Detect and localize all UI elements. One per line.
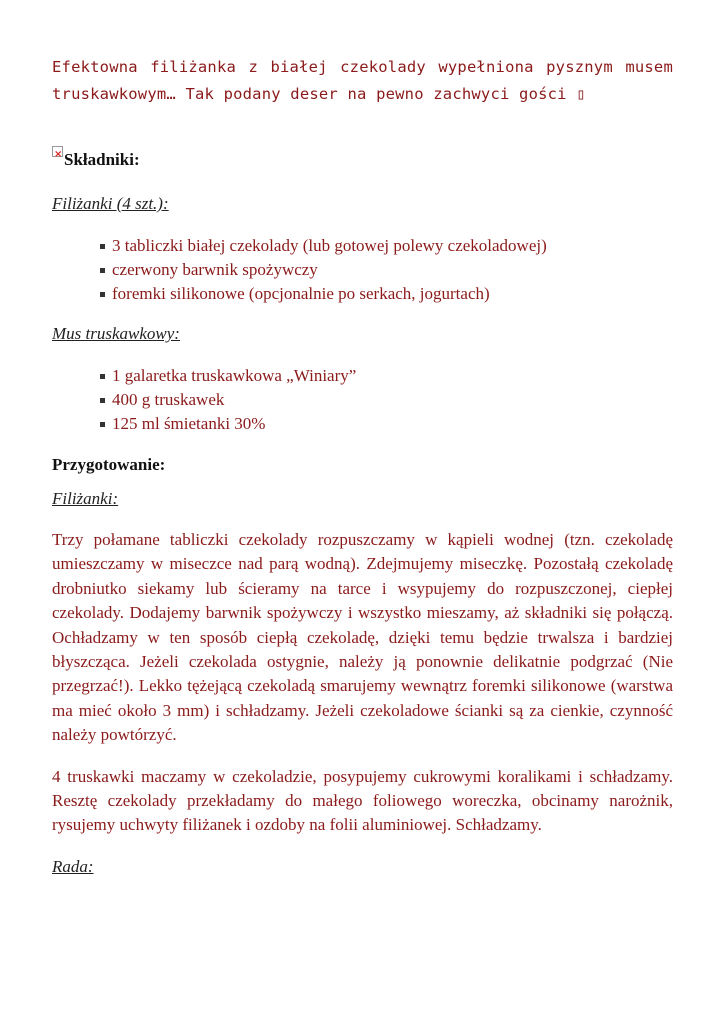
cups-ingredient-list: [52, 234, 673, 306]
broken-image-icon: [52, 146, 63, 157]
intro-text: Efektowna filiżanka z białej czekolady wypełniona pysznym musem truskawkowym… Tak podany deser na pewno zachwyci gości ▯: [52, 58, 673, 103]
article-body: [52, 54, 673, 879]
mousse-subheading: Mus truskawkowy:: [52, 324, 180, 343]
ingredients-heading: [52, 148, 673, 172]
ingredients-heading-label: Składniki:: [64, 150, 140, 169]
list-item: 1 galaretka truskawkowa „Winiary”: [100, 364, 673, 388]
prep-paragraph-2: 4 truskawki maczamy w czekoladzie, posypujemy cukrowymi koralikami i schładzamy. Resztę czekolady przekładamy do małego foliowego woreczka, obcinamy narożnik, rysujemy uchwyty filiżanek i ozdoby na folii aluminiowej. Schładzamy.: [52, 766, 673, 835]
cups-subheading: Filiżanki (4 szt.):: [52, 194, 169, 213]
list-item: 400 g truskawek: [100, 388, 673, 412]
list-item: czerwony barwnik spożywczy: [100, 258, 673, 282]
prep-paragraph-1: Trzy połamane tabliczki czekolady rozpuszczamy w kąpieli wodnej (tzn. czekoladę umieszczamy w miseczce nad parą wodną). Zdejmujemy miseczkę. Pozostałą czekoladę drobniutko siekamy lub ścieramy na tarce i wsypujemy do rozpuszczonej, ciepłej czekolady. Dodajemy barwnik spożywczy i wszystko mieszamy, aż składniki się połączą. Ochładzamy w ten sposób ciepłą czekoladę, dzięki temu będzie trwalsza i bardziej błyszcząca. Jeżeli czekolada ostygnie, należy ją ponownie delikatnie podgrzać (Nie przegrzać!). Lekko tężejącą czekoladą smarujemy wewnątrz foremki silikonowe (warstwa ma mieć około 3 mm) i schładzamy. Jeżeli czekoladowe ścianki są za cienkie, czynność należy powtórzyć.: [52, 530, 673, 745]
list-item: 125 ml śmietanki 30%: [100, 412, 673, 436]
tip-subheading: Rada:: [52, 856, 94, 876]
prep-cups-subheading: Filiżanki:: [52, 489, 119, 508]
list-item: foremki silikonowe (opcjonalnie po serkach, jogurtach): [100, 282, 673, 306]
list-item: 3 tabliczki białej czekolady (lub gotowej polewy czekoladowej): [100, 234, 673, 258]
preparation-heading: Przygotowanie:: [52, 455, 166, 474]
mousse-ingredient-list: [52, 364, 673, 436]
